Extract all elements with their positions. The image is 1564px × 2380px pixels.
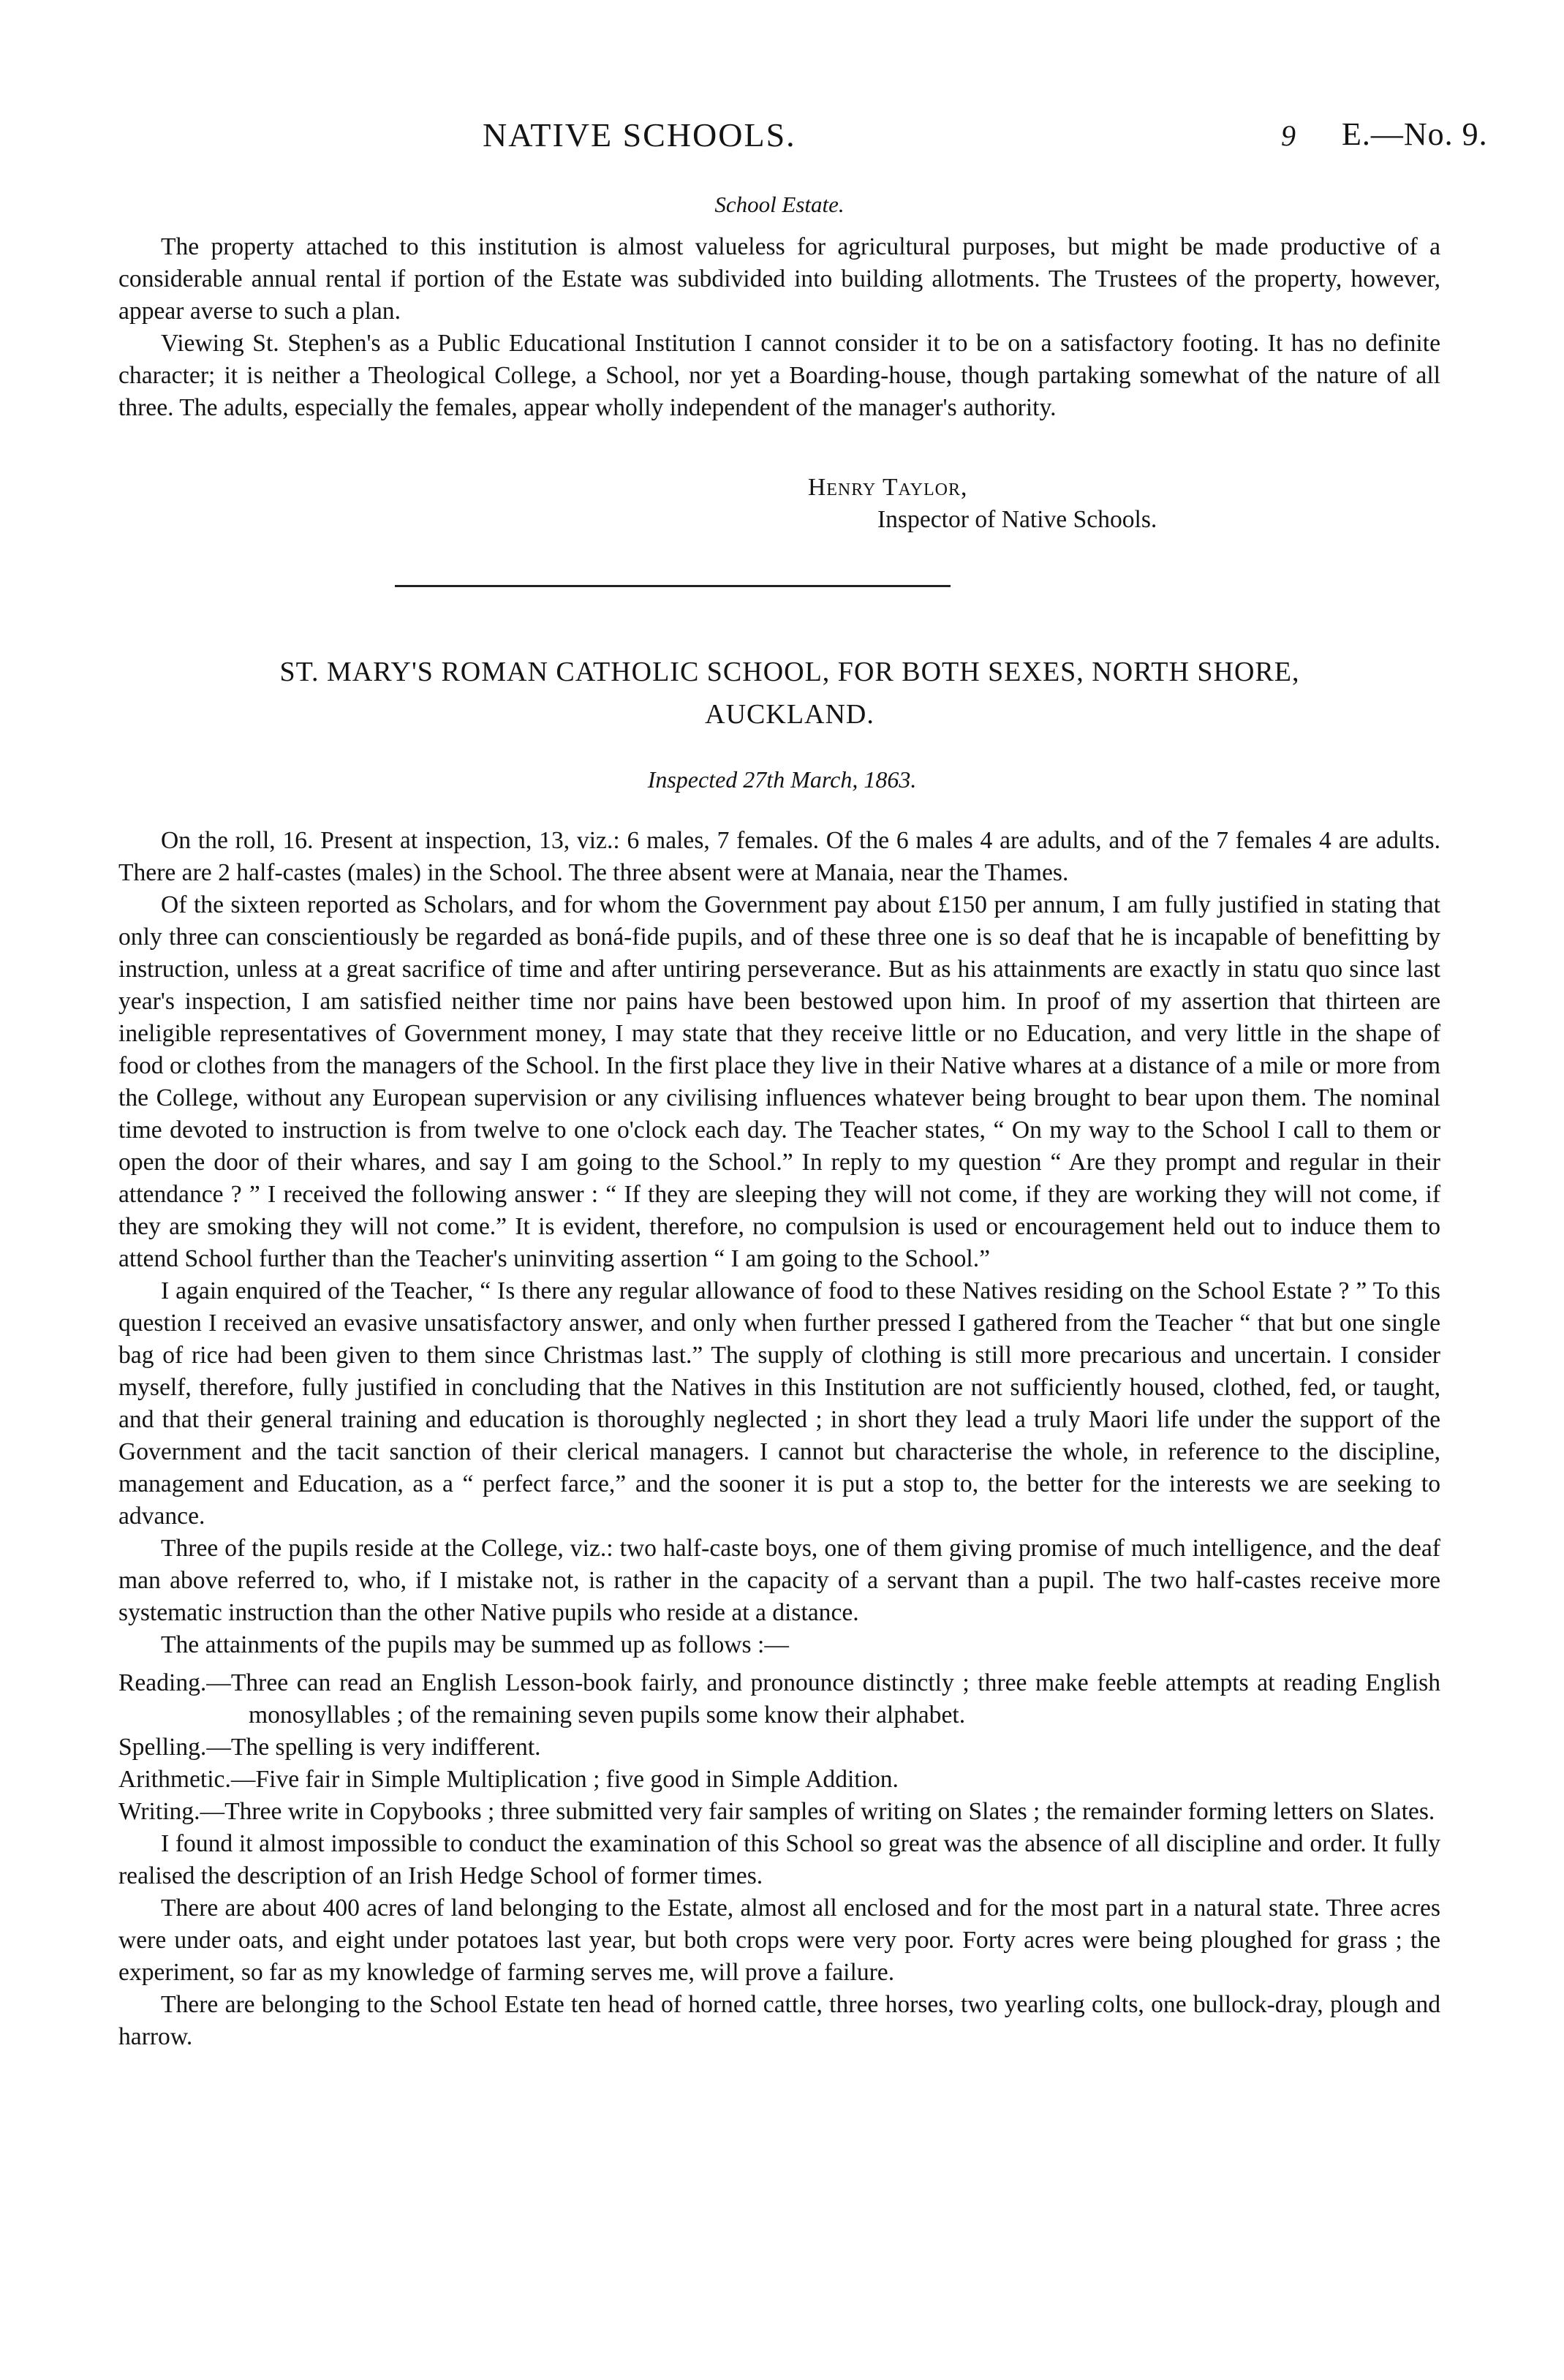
paragraph: I found it almost impossible to conduct the examination of this School so great was the absence of all discipline and order. It fully realised the description of an Irish Hedge School of former times. [118, 1830, 1440, 1889]
paragraph: On the roll, 16. Present at inspection, 13, viz.: 6 males, 7 females. Of the 6 males 4 are adults, and of the 7 females 4 are adults. There are 2 half-castes (males) in the School. The three absent were at Manaia, near the Thames. [118, 827, 1440, 886]
school-estate-heading: School Estate. [714, 192, 845, 217]
paragraph: The property attached to this institution is almost valueless for agricultural purposes, but might be made productive of a considerable annual rental if portion of the Estate was subdivided into building allotments. The Trustees of the property, however, appear averse to such a plan. [118, 233, 1440, 325]
attainment-term: Reading. [118, 1669, 207, 1696]
paragraph: There are about 400 acres of land belonging to the Estate, almost all enclosed and for the most part in a natural state. Three acres were under oats, and eight under potatoes last year, but both crops were very poor. Forty acres were being ploughed for grass ; the experiment, so far as my knowledge of farming serves me, will prove a failure. [118, 1894, 1440, 1986]
signature-title: Inspector of Native Schools. [877, 506, 1157, 533]
section-divider [395, 585, 951, 587]
attainment-item [118, 1731, 1440, 1764]
attainment-item [118, 1796, 1440, 1828]
paragraph: I again enquired of the Teacher, “ Is there any regular allowance of food to these Natives residing on the School Estate ? ” To this question I received an evasive unsatisfactory answer, and only when further pressed I gathered from the Teacher “ that but one single bag of rice had been given to them since Christmas last.” The supply of clothing is still more precarious and uncertain. I consider myself, therefore, fully justified in concluding that the Natives in this Institution are not sufficiently housed, clothed, fed, or taught, and that their general training and education is thoroughly neglected ; in short they lead a truly Maori life under the support of the Government and the tacit sanction of their clerical managers. I cannot but characterise the whole, in reference to the discipline, management and Education, as a “ perfect farce,” and the sooner it is put a stop to, the better for the interests we are seeking to advance. [118, 1277, 1440, 1530]
attainment-item [118, 1667, 1440, 1731]
attainment-text: —Five fair in Simple Multiplication ; five good in Simple Addition. [230, 1766, 899, 1793]
st-marys-body [118, 825, 1440, 2053]
paragraph: Viewing St. Stephen's as a Public Educational Institution I cannot consider it to be on a satisfactory footing. It has no definite character; it is neither a Theological College, a School, nor yet a Boarding-house, though partaking somewhat of the nature of all three. The adults, especially the females, appear wholly independent of the manager's authority. [118, 330, 1440, 421]
school-estate-section [118, 189, 1440, 424]
attainment-text: —Three write in Copybooks ; three submitted very fair samples of writing on Slates ; the remainder forming letters on Slates. [200, 1798, 1435, 1825]
running-head [0, 116, 1564, 159]
running-head-title: NATIVE SCHOOLS. [483, 116, 796, 154]
attainment-term: Arithmetic. [118, 1766, 231, 1793]
section-title-line-2: AUCKLAND. [705, 699, 874, 730]
section-title [102, 651, 1477, 736]
paragraph: Of the sixteen reported as Scholars, and for whom the Government pay about £150 per annum, I am fully justified in stating that only three can conscientiously be regarded as boná-fide pupils, and of these three one is so deaf that he is incapable of benefitting by instruction, unless at a great sacrifice of time and after untiring perseverance. But as his attainments are exactly in statu quo since last year's inspection, I am satisfied neither time nor pains have been bestowed upon him. In proof of my assertion that thirteen are ineligible representatives of Government money, I may state that they receive little or no Education, and very little in the shape of food or clothes from the managers of the School. In the first place they live in their Native whares at a distance of a mile or more from the College, without any European supervision or any civilising influences whatever being brought to bear upon them. The nominal time devoted to instruction is from twelve to one o'clock each day. The Teacher states, “ On my way to the School I call to them or open the door of their whares, and say I am going to the School.” In reply to my question “ Are they prompt and regular in their attendance ? ” I received the following answer : “ If they are sleeping they will not come, if they are working they will not come, if they are smoking they will not come.” It is evident, therefore, no compulsion is used or encouragement held out to induce them to attend School further than the Teacher's uninviting assertion “ I am going to the School.” [118, 891, 1440, 1272]
attainments-list [118, 1667, 1440, 1828]
attainment-text: —The spelling is very indifferent. [206, 1734, 541, 1761]
attainment-text: —Three can read an English Lesson-book fairly, and pronounce distinctly ; three make feeble attempts at reading English monosyllables ; of the remaining seven pupils some know their alphabet. [206, 1669, 1440, 1729]
paragraph: The attainments of the pupils may be summed up as follows :— [161, 1631, 789, 1658]
paragraph: There are belonging to the School Estate ten head of horned cattle, three horses, two yearling colts, one bullock-dray, plough and harrow. [118, 1991, 1440, 2050]
section-title-line-1: ST. MARY'S ROMAN CATHOLIC SCHOOL, FOR BOTH SEXES, NORTH SHORE, [279, 657, 1300, 687]
page-number: 9 [1281, 119, 1296, 152]
attainment-item [118, 1764, 1440, 1796]
inspector-signature [808, 472, 1157, 536]
inspection-date: Inspected 27th March, 1863. [647, 766, 917, 793]
attainment-term: Spelling. [118, 1734, 207, 1761]
document-reference: E.—No. 9. [1342, 116, 1488, 152]
paragraph: Three of the pupils reside at the College, viz.: two half-caste boys, one of them giving promise of much intelligence, and the deaf man above referred to, who, if I mistake not, is rather in the capacity of a servant than a pupil. The two half-castes receive more systematic instruction than the other Native pupils who reside at a distance. [118, 1535, 1440, 1626]
signature-name: Henry Taylor, [808, 474, 968, 501]
attainment-term: Writing. [118, 1798, 200, 1825]
